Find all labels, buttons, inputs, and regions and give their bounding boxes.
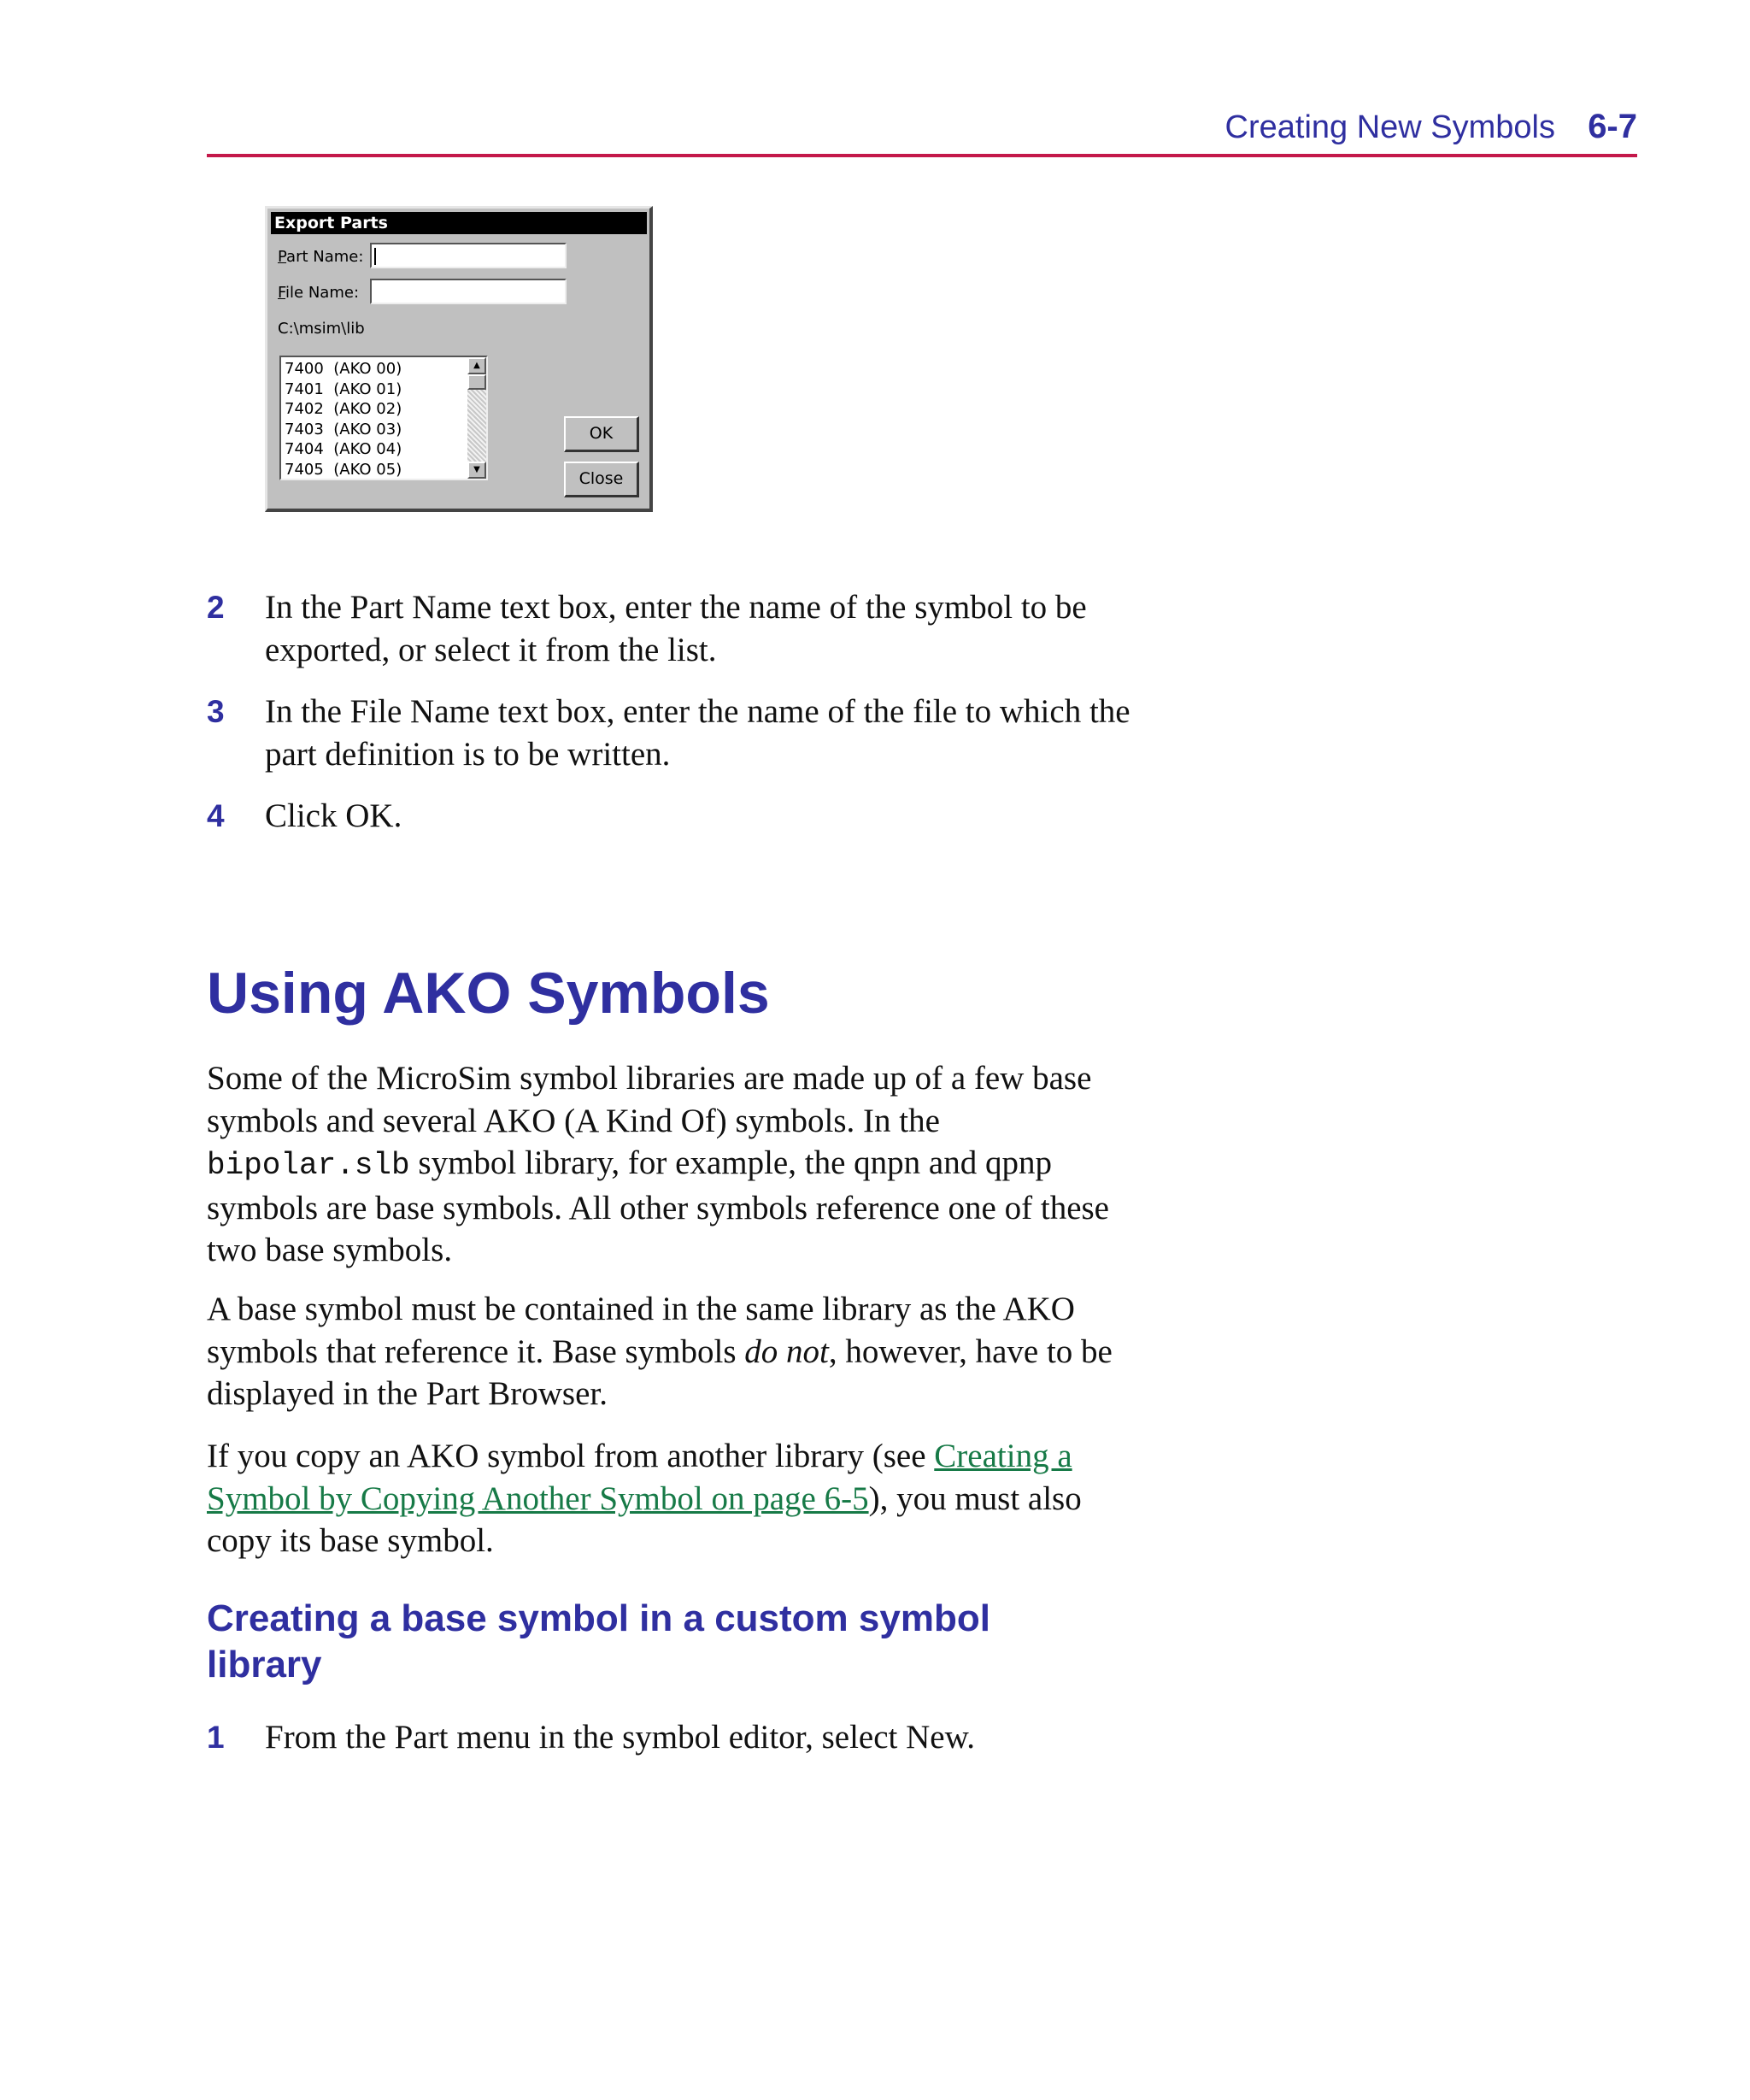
export-parts-dialog	[265, 206, 653, 512]
list-item[interactable]: 7400 (AKO 00)	[285, 360, 402, 378]
part-name-input[interactable]	[370, 243, 567, 268]
step-2	[207, 586, 1147, 672]
step-3	[207, 691, 1147, 776]
step-number: 1	[207, 1720, 225, 1755]
text-caret	[374, 248, 376, 265]
part-name-label-key: P	[278, 248, 287, 266]
file-name-label-key: F	[278, 284, 286, 302]
step-4	[207, 795, 1147, 838]
list-item[interactable]: 7401 (AKO 01)	[285, 379, 402, 398]
file-name-input[interactable]	[370, 279, 567, 304]
directory-path: C:\msim\lib	[278, 320, 365, 338]
paragraph-1	[207, 1057, 1138, 1272]
p1-text-b: symbol library, for example, the qnpn and qpnp symbols are base symbols. All other symbols reference one of these two base symbols.	[207, 1144, 1109, 1268]
list-item[interactable]: 7403 (AKO 03)	[285, 420, 402, 438]
subsection-heading: Creating a base symbol in a custom symbol library	[207, 1597, 990, 1685]
step-text: In the Part Name text box, enter the name of the symbol to be exported, or select it from the list.	[265, 589, 1087, 668]
file-name-label	[278, 284, 359, 302]
close-button[interactable]: Close	[564, 462, 639, 497]
cross-reference-link[interactable]: Creating a Symbol by Copying Another Symbol on page 6-5	[207, 1438, 1072, 1517]
p1-text-a: Some of the MicroSim symbol libraries are made up of a few base symbols and several AKO (A Kind Of) symbols. In the	[207, 1060, 1092, 1139]
list-item[interactable]: 7405 (AKO 05)	[285, 460, 402, 479]
parts-list	[285, 359, 402, 480]
scroll-thumb[interactable]	[467, 374, 486, 390]
scroll-down-icon[interactable]: ▼	[467, 462, 486, 479]
part-name-label	[278, 248, 363, 266]
section-heading: Using AKO Symbols	[207, 961, 770, 1026]
file-name-label-rest: ile Name:	[285, 284, 360, 302]
step-text: In the File Name text box, enter the name of the file to which the part definition is to be written.	[265, 693, 1130, 773]
step-number: 2	[207, 590, 225, 625]
p3-text-b: ), you must also copy its base symbol.	[207, 1479, 1082, 1559]
p2-emphasis: do not	[744, 1332, 829, 1370]
header-section-title: Creating New Symbols	[1224, 109, 1555, 145]
list-item[interactable]: 7402 (AKO 02)	[285, 400, 402, 419]
header-page-number: 6-7	[1588, 108, 1637, 145]
paragraph-2	[207, 1288, 1138, 1415]
scroll-up-icon[interactable]: ▲	[467, 357, 486, 374]
vertical-scrollbar[interactable]	[467, 357, 486, 479]
step-text: From the Part menu in the symbol editor, select New.	[265, 1719, 975, 1756]
code-filename: bipolar.slb	[207, 1148, 410, 1183]
list-item[interactable]: 7404 (AKO 04)	[285, 440, 402, 459]
p2-text-a: A base symbol must be contained in the same library as the AKO symbols that reference it. Base symbols	[207, 1291, 1075, 1370]
step-number: 3	[207, 694, 225, 729]
dialog-title: Export Parts	[271, 212, 647, 234]
part-name-label-rest: art Name:	[286, 248, 364, 266]
parts-listbox[interactable]	[279, 356, 488, 480]
substep-1	[207, 1716, 1147, 1759]
step-text: Click OK.	[265, 797, 402, 834]
p2-text-b: , however, have to be displayed in the Part Browser.	[207, 1332, 1113, 1412]
p3-text-a: If you copy an AKO symbol from another library (see	[207, 1438, 935, 1474]
paragraph-3	[207, 1435, 1138, 1562]
ok-button[interactable]: OK	[564, 416, 639, 452]
page-header	[207, 101, 1637, 157]
step-number: 4	[207, 798, 225, 833]
